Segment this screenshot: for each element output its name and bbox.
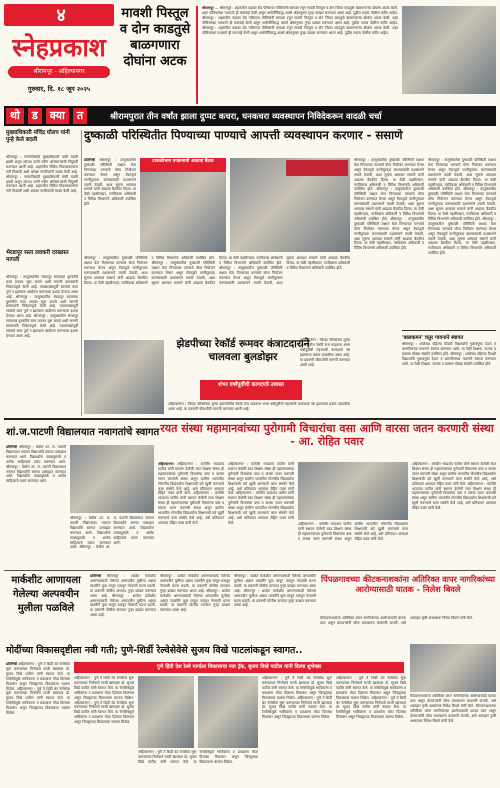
school-story-col-1 <box>6 445 66 567</box>
school-story-photo <box>70 445 154 513</box>
top-story-photo <box>402 6 496 94</box>
zp-story-text-side: अहिल्यानगर : जिल्हा परिषदेच्या जुन्या इमारतीतील रेकॉर्ड रूम पाडताना शंभर वर्षांपूर्वीची महत्त्वाची कागदपत्रे नष्ट झाल्याचा प्रकार उघडकीस आला आहे. या प्रकरणी चौकशीची मागणी करण्यात आली आहे. <box>300 338 350 367</box>
kids-story-text-5: श्रीरामपूर : शाळेत मार्कशीट आणण्यासाठी गेलेल्या अल्पवयीन मुलीला अज्ञात व्यक्तीने फूस लावून पळवून नेल्याची घटना घडली. या प्रकरणी पोलीस ठाण्यात गुन्हा दाखल करण्यात आला आहे. <box>234 574 316 593</box>
bottom-story-col-3 <box>138 750 258 784</box>
rayat-story-text-2: अहिल्यानगर : कर्मवीर भाऊराव पाटील यांनी स्थापन केलेली रयत शिक्षण संस्था ही महामानवांच्या पुरोगामी विचारांचा वसा व वारसा जतन करणारी संस्था असून ग्रामीण भागातील गोरगरीब विद्यार्थ्यांना शिक्षणाची दारे खुली करण्याचे काम संस्थेने केले आहे, असे प्रतिपादन आमदार रोहित पवार यांनी केले. <box>158 491 224 525</box>
top-story-text-cont2: श्रीरामपूर : शहरातील वडाळा रोड परिसरात पोलिसांनी सापळा रचून गावठी पिस्तूल व दोन जिवंत काडतुसे बाळगणाऱ्या दोघांना अटक केली. शहर पोलिसांच्या पथकाने ही कारवाई केली असून आरोपींविरुद्ध आर्म्स ॲक्टनुसार गुन्हा दाखल करण्यात आला आहे. पुढील तपास पोलीस करीत आहेत. <box>202 25 398 35</box>
left-brief-2-text: श्रीरामपूर : तालुक्यातील भेरडापूर रस्त्याच्या दुरुस्तीचे काम लवकर सुरू करावे अशी मागणी ग्रामस्थांनी निवेदनाद्वारे केली आहे. पावसाळ्यापूर्वी रस्त्याचे काम पूर्ण न झाल्यास आंदोलन करण्याचा इशारा देण्यात आला आहे. <box>6 275 78 299</box>
rayat-story-col-3 <box>298 522 408 568</box>
rayat-story-text-4: अहिल्यानगर : कर्मवीर भाऊराव पाटील यांनी स्थापन केलेली रयत शिक्षण संस्था ही महामानवांच्या पुरोगामी विचारांचा वसा व वारसा जतन करणारी संस्था असून ग्रामीण भागातील गोरगरीब विद्यार्थ्यांना शिक्षणाची दारे खुली करण्याचे काम संस्थेने केले आहे, असे प्रतिपादन आमदार रोहित पवार यांनी केले. <box>228 491 294 525</box>
zp-story-sub: शंभर वर्षांपूर्वीची कागदपत्रे उध्वस्त <box>200 380 302 400</box>
bottom-story-text-6: अहिल्यानगर : पुणे ते शिर्डी थेट रेल्वेसेवा सुरू करण्याच्या निर्णयाचे माजी खासदार डॉ. सुजय विखे पाटील यांनी स्वागत केले. या रेल्वेसेवेमुळे भाविकांना व प्रवाशांना मोठा दिलासा मिळणार असून जिल्ह्याच्या विकासाला चालना मिळेल. <box>262 676 332 700</box>
main-story-photo-group <box>140 158 226 252</box>
kids-story-col-1 <box>90 574 156 640</box>
main-story-text-1: श्रीरामपूर : तालुक्यातील दुष्काळी परिस्थिती लक्षात घेता पिण्याच्या पाण्याचे योग्य नियोजन करण्यात येणार असून टँकरद्वारे पाणीपुरवठा करण्यासाठी प्रशासनाने तयारी ठेवावी, अशा सूचना आमदार ससाणे यांनी आढावा बैठकीत दिल्या. या वेळी तहसीलदार, गटविकास अधिकारी व विविध विभागांचे अधिकारी उपस्थित होते. <box>84 158 136 207</box>
health-story-text: कीटकनाशकांचा अतिरिक्त वापर नागरिकांच्या आरोग्यासाठी घातक ठरत असून शेतकऱ्यांनी योग्य प्रमाणातच फवारणी करावी, असे आवाहन कृषी अभ्यासक निलेश बिवले यांनी केले. <box>320 616 474 625</box>
brief-letter-3: क्या <box>46 108 69 124</box>
bottom-story-col-1 <box>6 662 70 784</box>
bottom-story-text-1: अहिल्यानगर : पुणे ते शिर्डी थेट रेल्वेसेवा सुरू करण्याच्या निर्णयाचे माजी खासदार डॉ. सुजय विखे पाटील यांनी स्वागत केले. या रेल्वेसेवेमुळे भाविकांना व प्रवाशांना मोठा दिलासा मिळणार असून जिल्ह्याच्या विकासाला चालना मिळेल. <box>6 662 70 691</box>
main-story-text-9: श्रीरामपूर : तालुक्यातील दुष्काळी परिस्थिती लक्षात घेता पिण्याच्या पाण्याचे योग्य नियोजन करण्यात येणार असून टँकरद्वारे पाणीपुरवठा करण्यासाठी प्रशासनाने तयारी ठेवावी, अशा सूचना आमदार ससाणे यांनी आढावा बैठकीत दिल्या. या वेळी तहसीलदार, गटविकास अधिकारी व विविध विभागांचे अधिकारी उपस्थित होते. <box>151 256 283 285</box>
main-story-col-4 <box>84 256 350 336</box>
dateline: श्रीरामपूर <box>202 6 214 10</box>
left-brief-1-headline: मुख्याधिकारी मंचिंद्र घोलप यांनी पुन्हे केले बदली <box>6 130 70 143</box>
bottom-story-text-5: अहिल्यानगर : पुणे ते शिर्डी थेट रेल्वेसेवा सुरू करण्याच्या निर्णयाचे माजी खासदार डॉ. सुजय विखे पाटील यांनी स्वागत केले. या रेल्वेसेवेमुळे भाविकांना व प्रवाशांना मोठा दिलासा मिळणार असून जिल्ह्याच्या विकासाला चालना मिळेल. <box>138 750 258 764</box>
rayat-story-col-1 <box>158 462 224 568</box>
bottom-story-text-3: अहिल्यानगर : पुणे ते शिर्डी थेट रेल्वेसेवा सुरू करण्याच्या निर्णयाचे माजी खासदार डॉ. सुजय विखे पाटील यांनी स्वागत केले. या रेल्वेसेवेमुळे भाविकांना व प्रवाशांना मोठा दिलासा मिळणार असून जिल्ह्याच्या विकासाला चालना मिळेल. <box>74 676 134 700</box>
school-story-text-3: श्रीरामपूर : येथील शां. ज. पाटणी विद्यालयात नवागत विद्यार्थ्यांचे स्वागत उत्साहात करण्यात आले. विद्यार्थ्यांना पाठ्यपुस्तके व शालेय साहित्याचे वाटप करण्यात आले. <box>70 516 111 550</box>
left-brief-1-text: श्रीरामपूर : नगरपरिषदेचे मुख्याधिकारी यांची बदली झाली असून त्यांच्या जागी नवीन अधिकाऱ्यांची नियुक्ती करण्यात आली आहे. शहरातील विविध विकासकामांना गती मिळावी अशी अपेक्षा नागरिकांनी व्यक्त केली आहे. <box>6 155 78 174</box>
bottom-story-sub: पुणे हिंदी देश रेल्वे मार्गाला विकासाचा नवा ट्रॅक, सुजय विखे पाटील यांनी दिल्या शुभेच्छा <box>74 662 404 673</box>
main-story-headline: दुष्काळी परिस्थितीत पिण्याच्या पाण्याचे आपत्ती व्यवस्थापन करणार - ससाणे <box>84 129 403 142</box>
right-brief-text: श्रीरामपूर : शाळेच्या पहिल्या दिवशी विद्यार्थ्यांचे गुलाबपुष्प देऊन व बालगीतांच्या गायनाने स्वागत करण्यात आले. या वेळी शिक्षक, पालक व ग्रामस्थ मोठ्या संख्येने उपस्थित होते. <box>402 342 496 356</box>
brief-letter-2: ड <box>28 108 42 124</box>
kids-story-text-6: श्रीरामपूर : शाळेत मार्कशीट आणण्यासाठी गेलेल्या अल्पवयीन मुलीला अज्ञात व्यक्तीने फूस लावून पळवून नेल्याची घटना घडली. या प्रकरणी पोलीस ठाण्यात गुन्हा दाखल करण्यात आला आहे. <box>234 588 316 608</box>
left-brief-1-body <box>6 155 78 247</box>
bottom-story-portrait <box>138 676 194 748</box>
zp-story-text: अहिल्यानगर : जिल्हा परिषदेच्या जुन्या इमारतीतील रेकॉर्ड रूम पाडताना शंभर वर्षांपूर्वीची महत्त्वाची कागदपत्रे नष्ट झाल्याचा प्रकार उघडकीस आला आहे. या प्रकरणी चौकशीची मागणी करण्यात आली आहे. <box>168 402 350 411</box>
kids-story-text-3: श्रीरामपूर : शाळेत मार्कशीट आणण्यासाठी गेलेल्या अल्पवयीन मुलीला अज्ञात व्यक्तीने फूस लावून पळवून नेल्याची घटना घडली. या प्रकरणी पोलीस ठाण्यात गुन्हा दाखल करण्यात आला आहे. <box>160 574 230 593</box>
main-story-text-3: श्रीरामपूर : तालुक्यातील दुष्काळी परिस्थिती लक्षात घेता पिण्याच्या पाण्याचे योग्य नियोजन करण्यात येणार असून टँकरद्वारे पाणीपुरवठा करण्यासाठी प्रशासनाने तयारी ठेवावी, अशा सूचना आमदार ससाणे यांनी आढावा बैठकीत दिल्या. या वेळी तहसीलदार, गटविकास अधिकारी व विविध विभागांचे अधिकारी उपस्थित होते. <box>354 187 424 221</box>
rayat-story-text-5: अहिल्यानगर : कर्मवीर भाऊराव पाटील यांनी स्थापन केलेली रयत शिक्षण संस्था ही महामानवांच्या पुरोगामी विचारांचा वसा व वारसा जतन करणारी संस्था असून ग्रामीण भागातील गोरगरीब विद्यार्थ्यांना शिक्षणाची दारे खुली करण्याचे काम संस्थेने केले आहे, असे प्रतिपादन आमदार रोहित पवार यांनी केले. <box>298 522 408 541</box>
main-story-text-5: श्रीरामपूर : तालुक्यातील दुष्काळी परिस्थिती लक्षात घेता पिण्याच्या पाण्याचे योग्य नियोजन करण्यात येणार असून टँकरद्वारे पाणीपुरवठा करण्यासाठी प्रशासनाने तयारी ठेवावी, अशा सूचना आमदार ससाणे यांनी आढावा बैठकीत दिल्या. या वेळी तहसीलदार, गटविकास अधिकारी व विविध विभागांचे अधिकारी उपस्थित होते. <box>428 158 496 192</box>
bottom-story-text-8: अहिल्यानगर : पुणे ते शिर्डी थेट रेल्वेसेवा सुरू करण्याच्या निर्णयाचे माजी खासदार डॉ. सुजय विखे पाटील यांनी स्वागत केले. या रेल्वेसेवेमुळे भाविकांना व प्रवाशांना मोठा दिलासा मिळणार असून जिल्ह्याच्या विकासाला चालना मिळेल. <box>336 676 406 700</box>
bottom-story-col-4 <box>262 676 332 784</box>
left-brief-1-text-cont: श्रीरामपूर : नगरपरिषदेचे मुख्याधिकारी यांची बदली झाली असून त्यांच्या जागी नवीन अधिकाऱ्यांची नियुक्ती करण्यात आली आहे. शहरातील विविध विकासकामांना गती मिळावी अशी अपेक्षा नागरिकांनी व्यक्त केली आहे. <box>6 174 78 194</box>
section-rule-2 <box>4 570 496 571</box>
rayat-story-photo <box>298 462 408 520</box>
masthead-date: गुरुवार, दि. १८ जून २०२५ <box>27 85 91 93</box>
bottom-story-text-4: अहिल्यानगर : पुणे ते शिर्डी थेट रेल्वेसेवा सुरू करण्याच्या निर्णयाचे माजी खासदार डॉ. सुजय विखे पाटील यांनी स्वागत केले. या रेल्वेसेवेमुळे भाविकांना व प्रवाशांना मोठा दिलासा मिळणार असून जिल्ह्याच्या विकासाला चालना मिळेल. <box>74 700 134 725</box>
right-brief-text-cont: श्रीरामपूर : शाळेच्या पहिल्या दिवशी विद्यार्थ्यांचे गुलाबपुष्प देऊन व बालगीतांच्या गायनाने स्वागत करण्यात आले. या वेळी शिक्षक, पालक व ग्रामस्थ मोठ्या संख्येने उपस्थित होते. <box>402 351 496 366</box>
left-brief-2-headline: भेरडापूर रस्ता लवकरी दरखास्त मागली <box>6 250 69 263</box>
rayat-story-text-6: अहिल्यानगर : कर्मवीर भाऊराव पाटील यांनी स्थापन केलेली रयत शिक्षण संस्था ही महामानवांच्या पुरोगामी विचारांचा वसा व वारसा जतन करणारी संस्था असून ग्रामीण भागातील गोरगरीब विद्यार्थ्यांना शिक्षणाची दारे खुली करण्याचे काम संस्थेने केले आहे, असे प्रतिपादन आमदार रोहित पवार यांनी केले. <box>412 462 496 486</box>
brief-letters <box>6 108 106 124</box>
brief-bar-headline: श्रीरामपुरात तीन वर्षांत झाला दुप्पट कचरा, घनकचरा व्यवस्थापन निविदेकरून वादळी चर्चा <box>110 111 382 121</box>
main-story-byline: प्रतिनिधी <box>84 158 96 162</box>
kids-story-headline: मार्कशीट आणायला गेलेल्या अल्पवयीन मुलीला पळविले <box>11 575 81 614</box>
kids-story-text-1: श्रीरामपूर : शाळेत मार्कशीट आणण्यासाठी गेलेल्या अल्पवयीन मुलीला अज्ञात व्यक्तीने फूस लावून पळवून नेल्याची घटना घडली. या प्रकरणी पोलीस ठाण्यात गुन्हा दाखल करण्यात आला आहे. <box>90 574 156 598</box>
kids-story-text-4: श्रीरामपूर : शाळेत मार्कशीट आणण्यासाठी गेलेल्या अल्पवयीन मुलीला अज्ञात व्यक्तीने फूस लावून पळवून नेल्याची घटना घडली. या प्रकरणी पोलीस ठाण्यात गुन्हा दाखल करण्यात आला आहे. <box>160 588 230 613</box>
left-brief-2-body <box>6 275 78 415</box>
rayat-story-headline: रयत संस्था महामानवांच्या पुरोगामी विचारांचा वसा आणि वारसा जतन करणारी संस्था - आ. रोहित पवार <box>160 422 494 448</box>
rayat-story-col-2 <box>228 462 294 568</box>
kids-story-byline: प्रतिनिधी <box>90 574 102 578</box>
top-story-headline: मावशी पिस्तूल व दोन काडतुसे बाळगणारा दोघांना अटक <box>118 6 198 104</box>
right-brief-body <box>402 342 496 416</box>
kids-story-col-2 <box>160 574 230 640</box>
school-story-byline: प्रतिनिधी <box>6 445 18 449</box>
brief-letter-1: थो <box>6 108 24 124</box>
zp-story-body <box>168 402 350 416</box>
main-story-text-6: श्रीरामपूर : तालुक्यातील दुष्काळी परिस्थिती लक्षात घेता पिण्याच्या पाण्याचे योग्य नियोजन करण्यात येणार असून टँकरद्वारे पाणीपुरवठा करण्यासाठी प्रशासनाने तयारी ठेवावी, अशा सूचना आमदार ससाणे यांनी आढावा बैठकीत दिल्या. या वेळी तहसीलदार, गटविकास अधिकारी व विविध विभागांचे अधिकारी उपस्थित होते. <box>428 187 496 221</box>
kids-story-col-3 <box>234 574 316 640</box>
bottom-story-byline: प्रतिनिधी <box>6 662 18 666</box>
bottom-story-col-2 <box>74 676 134 784</box>
rayat-story-byline: अहिल्यानगर <box>158 462 174 466</box>
main-story-photo-caption: टाकळीभान उपक्रमाची आढावा बैठक <box>140 158 226 172</box>
main-story-text-8: श्रीरामपूर : तालुक्यातील दुष्काळी परिस्थिती लक्षात घेता पिण्याच्या पाण्याचे योग्य नियोजन करण्यात येणार असून टँकरद्वारे पाणीपुरवठा करण्यासाठी प्रशासनाने तयारी ठेवावी, अशा सूचना आमदार ससाणे यांनी आढावा बैठकीत दिल्या. या वेळी तहसीलदार, गटविकास अधिकारी व विविध विभागांचे अधिकारी उपस्थित होते. <box>84 256 215 285</box>
page-number: ४ <box>56 5 66 26</box>
rayat-story-text-1: अहिल्यानगर : कर्मवीर भाऊराव पाटील यांनी स्थापन केलेली रयत शिक्षण संस्था ही महामानवांच्या पुरोगामी विचारांचा वसा व वारसा जतन करणारी संस्था असून ग्रामीण भागातील गोरगरीब विद्यार्थ्यांना शिक्षणाची दारे खुली करण्याचे काम संस्थेने केले आहे, असे प्रतिपादन आमदार रोहित पवार यांनी केले. <box>158 462 224 496</box>
school-story-col-2 <box>70 516 154 568</box>
bottom-story-text-9: अहिल्यानगर : पुणे ते शिर्डी थेट रेल्वेसेवा सुरू करण्याच्या निर्णयाचे माजी खासदार डॉ. सुजय विखे पाटील यांनी स्वागत केले. या रेल्वेसेवेमुळे भाविकांना व प्रवाशांना मोठा दिलासा मिळणार असून जिल्ह्याच्या विकासाला चालना मिळेल. <box>336 695 406 720</box>
school-story-text-1: श्रीरामपूर : येथील शां. ज. पाटणी विद्यालयात नवागत विद्यार्थ्यांचे स्वागत उत्साहात करण्यात आले. विद्यार्थ्यांना पाठ्यपुस्तके व शालेय साहित्याचे वाटप करण्यात आले. <box>6 445 66 464</box>
school-story-text-2: श्रीरामपूर : येथील शां. ज. पाटणी विद्यालयात नवागत विद्यार्थ्यांचे स्वागत उत्साहात करण्यात आले. विद्यार्थ्यांना पाठ्यपुस्तके व शालेय साहित्याचे वाटप करण्यात आले. <box>6 464 66 484</box>
main-story-text-2: श्रीरामपूर : तालुक्यातील दुष्काळी परिस्थिती लक्षात घेता पिण्याच्या पाण्याचे योग्य नियोजन करण्यात येणार असून टँकरद्वारे पाणीपुरवठा करण्यासाठी प्रशासनाने तयारी ठेवावी, अशा सूचना आमदार ससाणे यांनी आढावा बैठकीत दिल्या. या वेळी तहसीलदार, गटविकास अधिकारी व विविध विभागांचे अधिकारी उपस्थित होते. <box>354 158 424 192</box>
left-brief-2-text-cont2: श्रीरामपूर : तालुक्यातील भेरडापूर रस्त्याच्या दुरुस्तीचे काम लवकर सुरू करावे अशी मागणी ग्रामस्थांनी निवेदनाद्वारे केली आहे. पावसाळ्यापूर्वी रस्त्याचे काम पूर्ण न झाल्यास आंदोलन करण्याचा इशारा देण्यात आला आहे. <box>6 314 78 338</box>
zp-story-photo <box>84 340 164 414</box>
bottom-story-train-photo <box>198 676 258 748</box>
bottom-story-text-7: अहिल्यानगर : पुणे ते शिर्डी थेट रेल्वेसेवा सुरू करण्याच्या निर्णयाचे माजी खासदार डॉ. सुजय विखे पाटील यांनी स्वागत केले. या रेल्वेसेवेमुळे भाविकांना व प्रवाशांना मोठा दिलासा मिळणार असून जिल्ह्याच्या विकासाला चालना मिळेल. <box>262 695 332 720</box>
rayat-story-text-3: अहिल्यानगर : कर्मवीर भाऊराव पाटील यांनी स्थापन केलेली रयत शिक्षण संस्था ही महामानवांच्या पुरोगामी विचारांचा वसा व वारसा जतन करणारी संस्था असून ग्रामीण भागातील गोरगरीब विद्यार्थ्यांना शिक्षणाची दारे खुली करण्याचे काम संस्थेने केले आहे, असे प्रतिपादन आमदार रोहित पवार यांनी केले. <box>228 462 294 496</box>
bottom-story-col-5 <box>336 676 406 784</box>
top-story-text: श्रीरामपूर : शहरातील वडाळा रोड परिसरात पोलिसांनी सापळा रचून गावठी पिस्तूल व दोन जिवंत काडतुसे बाळगणाऱ्या दोघांना अटक केली. शहर पोलिसांच्या पथकाने ही कारवाई केली असून आरोपींविरुद्ध आर्म्स ॲक्टनुसार गुन्हा दाखल करण्यात आला आहे. पुढील तपास पोलीस करीत आहेत. <box>202 6 398 15</box>
rayat-story-text-7: अहिल्यानगर : कर्मवीर भाऊराव पाटील यांनी स्थापन केलेली रयत शिक्षण संस्था ही महामानवांच्या पुरोगामी विचारांचा वसा व वारसा जतन करणारी संस्था असून ग्रामीण भागातील गोरगरीब विद्यार्थ्यांना शिक्षणाची दारे खुली करण्याचे काम संस्थेने केले आहे, असे प्रतिपादन आमदार रोहित पवार यांनी केले. <box>412 481 496 511</box>
zp-story-right <box>300 338 350 378</box>
bottom-story-text-2: अहिल्यानगर : पुणे ते शिर्डी थेट रेल्वेसेवा सुरू करण्याच्या निर्णयाचे माजी खासदार डॉ. सुजय विखे पाटील यांनी स्वागत केले. या रेल्वेसेवेमुळे भाविकांना व प्रवाशांना मोठा दिलासा मिळणार असून जिल्ह्याच्या विकासाला चालना मिळेल. <box>6 686 70 716</box>
main-story-text-4: श्रीरामपूर : तालुक्यातील दुष्काळी परिस्थिती लक्षात घेता पिण्याच्या पाण्याचे योग्य नियोजन करण्यात येणार असून टँकरद्वारे पाणीपुरवठा करण्यासाठी प्रशासनाने तयारी ठेवावी, अशा सूचना आमदार ससाणे यांनी आढावा बैठकीत दिल्या. या वेळी तहसीलदार, गटविकास अधिकारी व विविध विभागांचे अधिकारी उपस्थित होते. <box>354 216 424 251</box>
rayat-story-col-4 <box>412 462 496 568</box>
main-story-text-10: श्रीरामपूर : तालुक्यातील दुष्काळी परिस्थिती लक्षात घेता पिण्याच्या पाण्याचे योग्य नियोजन करण्यात येणार असून टँकरद्वारे पाणीपुरवठा करण्यासाठी प्रशासनाने तयारी ठेवावी, अशा सूचना आमदार ससाणे यांनी आढावा बैठकीत दिल्या. या वेळी तहसीलदार, गटविकास अधिकारी व विविध विभागांचे अधिकारी उपस्थित होते. <box>219 256 350 285</box>
kids-story-text-2: श्रीरामपूर : शाळेत मार्कशीट आणण्यासाठी गेलेल्या अल्पवयीन मुलीला अज्ञात व्यक्तीने फूस लावून पळवून नेल्याची घटना घडली. या प्रकरणी पोलीस ठाण्यात गुन्हा दाखल करण्यात आला आहे. <box>90 593 156 618</box>
health-story-body <box>320 616 496 640</box>
right-bottom-col <box>410 694 496 784</box>
section-rule <box>4 418 496 420</box>
school-story-headline: शां.ज.पाटणी विद्यालयात नवागतांचे स्वागत <box>6 427 160 438</box>
right-brief-headline: 'बालकमन' चतुर गायनाने स्वागत <box>402 330 496 340</box>
left-brief-2-text-cont: श्रीरामपूर : तालुक्यातील भेरडापूर रस्त्याच्या दुरुस्तीचे काम लवकर सुरू करावे अशी मागणी ग्रामस्थांनी निवेदनाद्वारे केली आहे. पावसाळ्यापूर्वी रस्त्याचे काम पूर्ण न झाल्यास आंदोलन करण्याचा इशारा देण्यात आला आहे. <box>6 294 78 319</box>
right-bottom-text-1: कीटकनाशकांचा अतिरिक्त वापर नागरिकांच्या आरोग्यासाठी घातक ठरत असून शेतकऱ्यांनी योग्य प्रमाणातच फवारणी करावी, असे आवाहन कृषी अभ्यासक निलेश बिवले यांनी केले. <box>410 694 496 708</box>
right-bottom-text-2: कीटकनाशकांचा अतिरिक्त वापर नागरिकांच्या आरोग्यासाठी घातक ठरत असून शेतकऱ्यांनी योग्य प्रमाणातच फवारणी करावी, असे आवाहन कृषी अभ्यासक निलेश बिवले यांनी केले. <box>410 703 496 723</box>
brief-letter-4: त <box>73 108 87 124</box>
main-story-text-7: श्रीरामपूर : तालुक्यातील दुष्काळी परिस्थिती लक्षात घेता पिण्याच्या पाण्याचे योग्य नियोजन करण्यात येणार असून टँकरद्वारे पाणीपुरवठा करण्यासाठी प्रशासनाने तयारी ठेवावी, अशा सूचना आमदार ससाणे यांनी आढावा बैठकीत दिल्या. या वेळी तहसीलदार, गटविकास अधिकारी व विविध विभागांचे अधिकारी उपस्थित होते. <box>428 216 496 256</box>
bottom-story-headline: मोदींच्या विकासदृष्टीला नवी गती; पुणे-शिर्डी रेल्वेसेवेसे सुजय विखे पाटलांकडून स्वागत.. <box>6 645 303 656</box>
masthead-subtitle: श्रीरामपूर - अहिल्यानगर <box>8 66 110 78</box>
school-story-text-4: श्रीरामपूर : येथील शां. ज. पाटणी विद्यालयात नवागत विद्यार्थ्यांचे स्वागत उत्साहात करण्यात आले. विद्यार्थ्यांना पाठ्यपुस्तके व शालेय साहित्याचे वाटप करण्यात आले. <box>79 516 154 550</box>
top-story-body: श्रीरामपूर — श्रीरामपूर : शहरातील वडाळा रोड परिसरात पोलिसांनी सापळा रचून गावठी पिस्तूल व दोन जिवंत काडतुसे बाळगणाऱ्या दोघांना अटक केली. शहर पोलिसांच्या पथकाने ही कारवाई केली असून आरोपींविरुद्ध आर्म्स ॲक्टनुसार गुन्हा दाखल करण्यात आला आहे. पुढील तपास पोलीस करीत आहेत. श्रीरामपूर : शहरातील वडाळा रोड परिसरात पोलिसांनी सापळा रचून गावठी पिस्तूल व दोन जिवंत काडतुसे बाळगणाऱ्या दोघांना अटक केली. शहर पोलिसांच्या पथकाने ही कारवाई केली असून आरोपींविरुद्ध आर्म्स ॲक्टनुसार गुन्हा दाखल करण्यात आला आहे. पुढील तपास पोलीस करीत आहेत. श्रीरामपूर : शहरातील वडाळा रोड परिसरात पोलिसांनी सापळा रचून गावठी पिस्तूल व दोन जिवंत काडतुसे बाळगणाऱ्या दोघांना अटक केली. शहर पोलिसांच्या पथकाने ही कारवाई केली असून आरोपींविरुद्ध आर्म्स ॲक्टनुसार गुन्हा दाखल करण्यात आला आहे. पुढील तपास पोलीस करीत आहेत. <box>202 6 398 35</box>
right-bottom-photo <box>410 644 496 692</box>
main-story-photo-banner <box>286 160 348 176</box>
health-story-headline: पिंपळगावच्या कीटकनाशकांना अतिरिक्त वापर नागरिकांच्या आरोग्यासाठी घातक - निलेश बिवले <box>320 574 496 595</box>
zp-story-headline: झेडपीच्या रेकॉर्ड रूमवर कंत्राटदाराने चालवला बुलडोझर <box>176 338 310 363</box>
column-divider <box>81 130 82 416</box>
masthead <box>4 4 114 102</box>
masthead-title: स्नेहप्रकाश <box>12 33 106 62</box>
top-story-text-cont: श्रीरामपूर : शहरातील वडाळा रोड परिसरात पोलिसांनी सापळा रचून गावठी पिस्तूल व दोन जिवंत काडतुसे बाळगणाऱ्या दोघांना अटक केली. शहर पोलिसांच्या पथकाने ही कारवाई केली असून आरोपींविरुद्ध आर्म्स ॲक्टनुसार गुन्हा दाखल करण्यात आला आहे. पुढील तपास पोलीस करीत आहेत. <box>202 15 398 25</box>
